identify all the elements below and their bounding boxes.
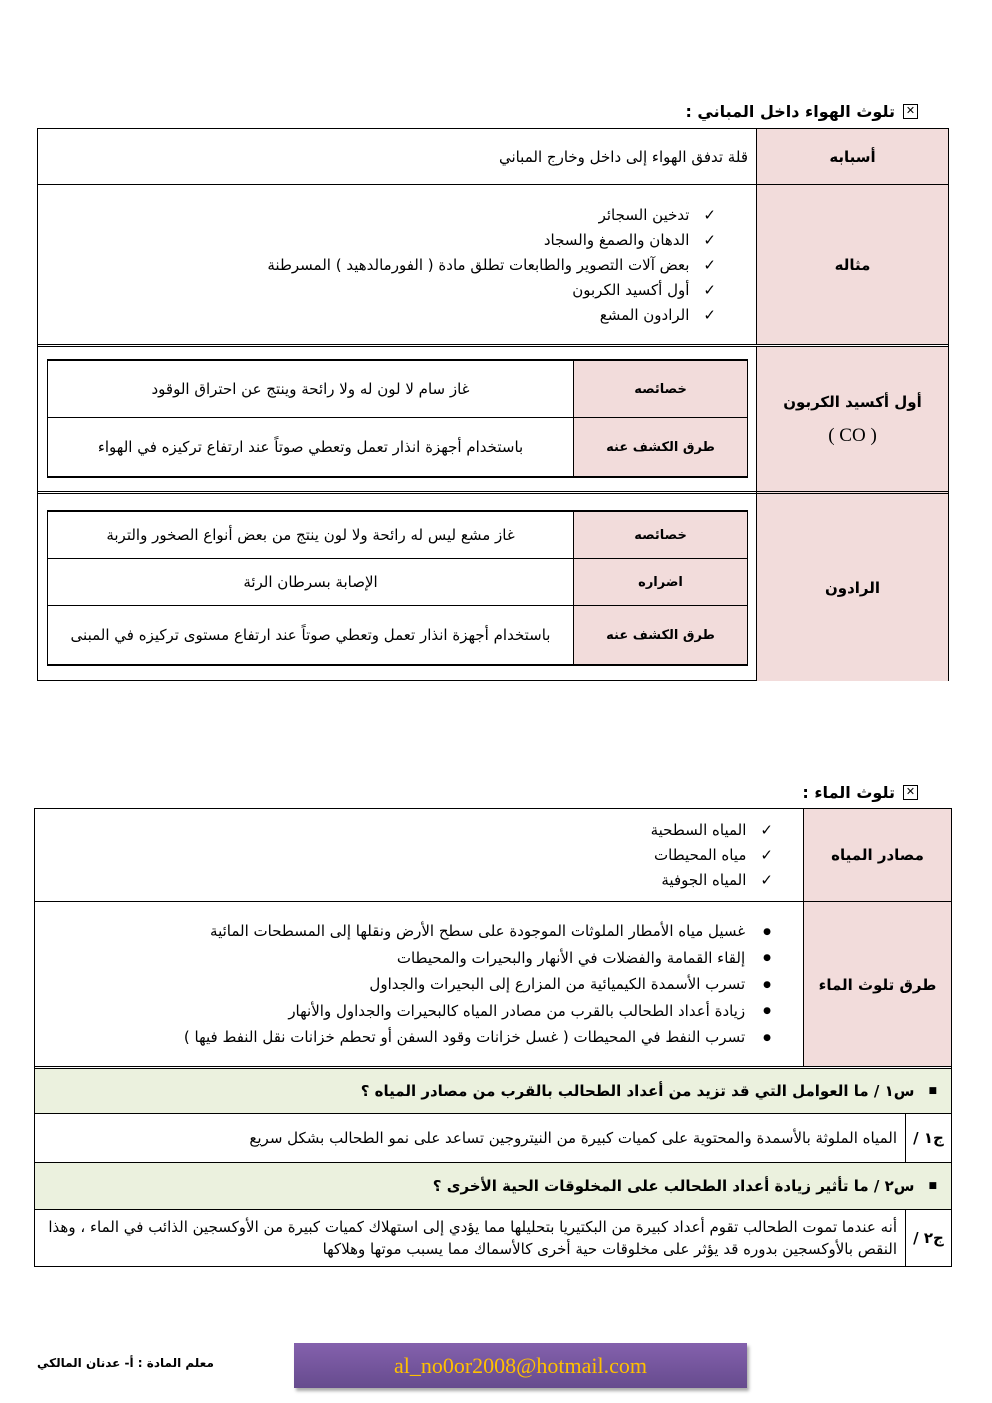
water-heading-text: تلوث الماء : [802, 783, 895, 802]
radon-harms: الإصابة بسرطان الرئة [243, 573, 378, 591]
list-item: ✓ المياه الجوفية [651, 868, 773, 893]
examples-list-cell [38, 185, 756, 345]
co-inner-table [47, 359, 748, 478]
email-banner: al_no0or2008@hotmail.com [294, 1343, 747, 1388]
list-item: ● تسرب الأسمدة الكيميائية من المزارع إلى البحيرات والجداول [184, 971, 771, 998]
water-sources-cell [35, 809, 803, 901]
list-item: ● زيادة أعداد الطحالب بالقرب من مصادر المياه كالبحيرات والجداول والأنهار [184, 998, 771, 1025]
checkbox-x-icon: ✕ [903, 104, 918, 119]
co-properties-label: خصائصه [573, 361, 747, 417]
co-label-cell [756, 347, 948, 493]
water-ways-list [184, 918, 771, 1051]
list-item: ✓ الدهان والصمغ والسجاد [267, 228, 716, 253]
list-item: ✓ الرادون المشع [267, 303, 716, 328]
answer-2-label: ج٢ / [905, 1210, 951, 1266]
causes-label: أسبابه [756, 129, 948, 184]
question-1: ■ س١ / ما العوامل التي قد تزيد من أعداد الطحالب بالقرب من مصادر المياه ؟ [35, 1069, 951, 1113]
co-detection-label: طرق الكشف عنه [573, 418, 747, 476]
list-item: ✓ مياه المحيطات [651, 843, 773, 868]
water-pollution-table [34, 808, 952, 1267]
air-pollution-heading [685, 102, 918, 121]
list-item: ● غسيل مياه الأمطار الملوثات الموجودة على سطح الأرض ونقلها إلى المسطحات المائية [184, 918, 771, 945]
radon-inner-table [47, 510, 748, 666]
water-sources-label: مصادر المياه [803, 809, 951, 901]
air-heading-text: تلوث الهواء داخل المباني : [685, 102, 895, 121]
list-item: ✓ تدخين السجائر [267, 203, 716, 228]
radon-harms-label: اضراره [573, 559, 747, 605]
water-ways-label: طرق تلوث الماء [803, 902, 951, 1067]
co-label: أول أكسيد الكربون [783, 393, 922, 411]
co-detection: باستخدام أجهزة انذار تعمل وتعطي صوتاً عند ارتفاع تركيزه في الهواء [97, 438, 524, 456]
examples-label: مثاله [756, 185, 948, 345]
water-sources-list [651, 818, 773, 893]
list-item: ✓ بعض آلات التصوير والطابعات تطلق مادة ( الفورمالدهيد ) المسرطنة [267, 253, 716, 278]
water-pollution-heading [802, 783, 918, 802]
radon-detection: باستخدام أجهزة انذار تعمل وتعطي صوتاً عند ارتفاع مستوى تركيزه في المبنى [70, 626, 551, 644]
question-2: ■ س٢ / ما تأثير زيادة أعداد الطحالب على المخلوقات الحية الأخرى ؟ [35, 1163, 951, 1209]
list-item: ● تسرب النفط في المحيطات ( غسل خزانات وقود السفن أو تحطم خزانات نقل النفط فيها ) [184, 1024, 771, 1051]
air-pollution-table [37, 128, 949, 681]
causes-text: قلة تدفق الهواء إلى داخل وخارج المباني [498, 147, 748, 166]
checkbox-x-icon: ✕ [903, 785, 918, 800]
answer-1-label: ج١ / [905, 1114, 951, 1162]
radon-detection-label: طرق الكشف عنه [573, 606, 747, 664]
teacher-name: معلم المادة : أ- عدنان المالكي [37, 1356, 214, 1370]
list-item: ● إلقاء القمامة والفضلات في الأنهار والبحيرات والمحيطات [184, 945, 771, 972]
radon-properties-label: خصائصه [573, 512, 747, 558]
co-formula: ( CO ) [828, 425, 877, 446]
answer-1: المياه الملوثة بالأسمدة والمحتوية على كميات كبيرة من النيتروجين تساعد على نمو الطحالب بشكل سريع [249, 1129, 897, 1147]
answer-2: أنه عندما تموت الطحالب تقوم أعداد كبيرة من البكتيريا بتحليلها مما يؤدي إلى استهلاك كميات كبيرة من الأوكسجين الذائب في الماء ، وهذا النقص بالأوكسجين بدوره قد يؤثر على مخلوقات حية أخرى كالأسماك مما يسبب موتها وهلاكها [48, 1218, 897, 1258]
list-item: ✓ المياه السطحية [651, 818, 773, 843]
radon-properties: غاز مشع ليس له رائحة ولا لون ينتج من بعض أنواع الصخور والتربة [106, 526, 515, 544]
examples-list [267, 203, 716, 328]
co-properties: غاز سام لا لون له ولا رائحة وينتج عن احتراق الوقود [151, 380, 470, 398]
list-item: ✓ أول أكسيد الكربون [267, 278, 716, 303]
water-ways-cell [35, 902, 803, 1067]
radon-label: الرادون [756, 494, 948, 681]
